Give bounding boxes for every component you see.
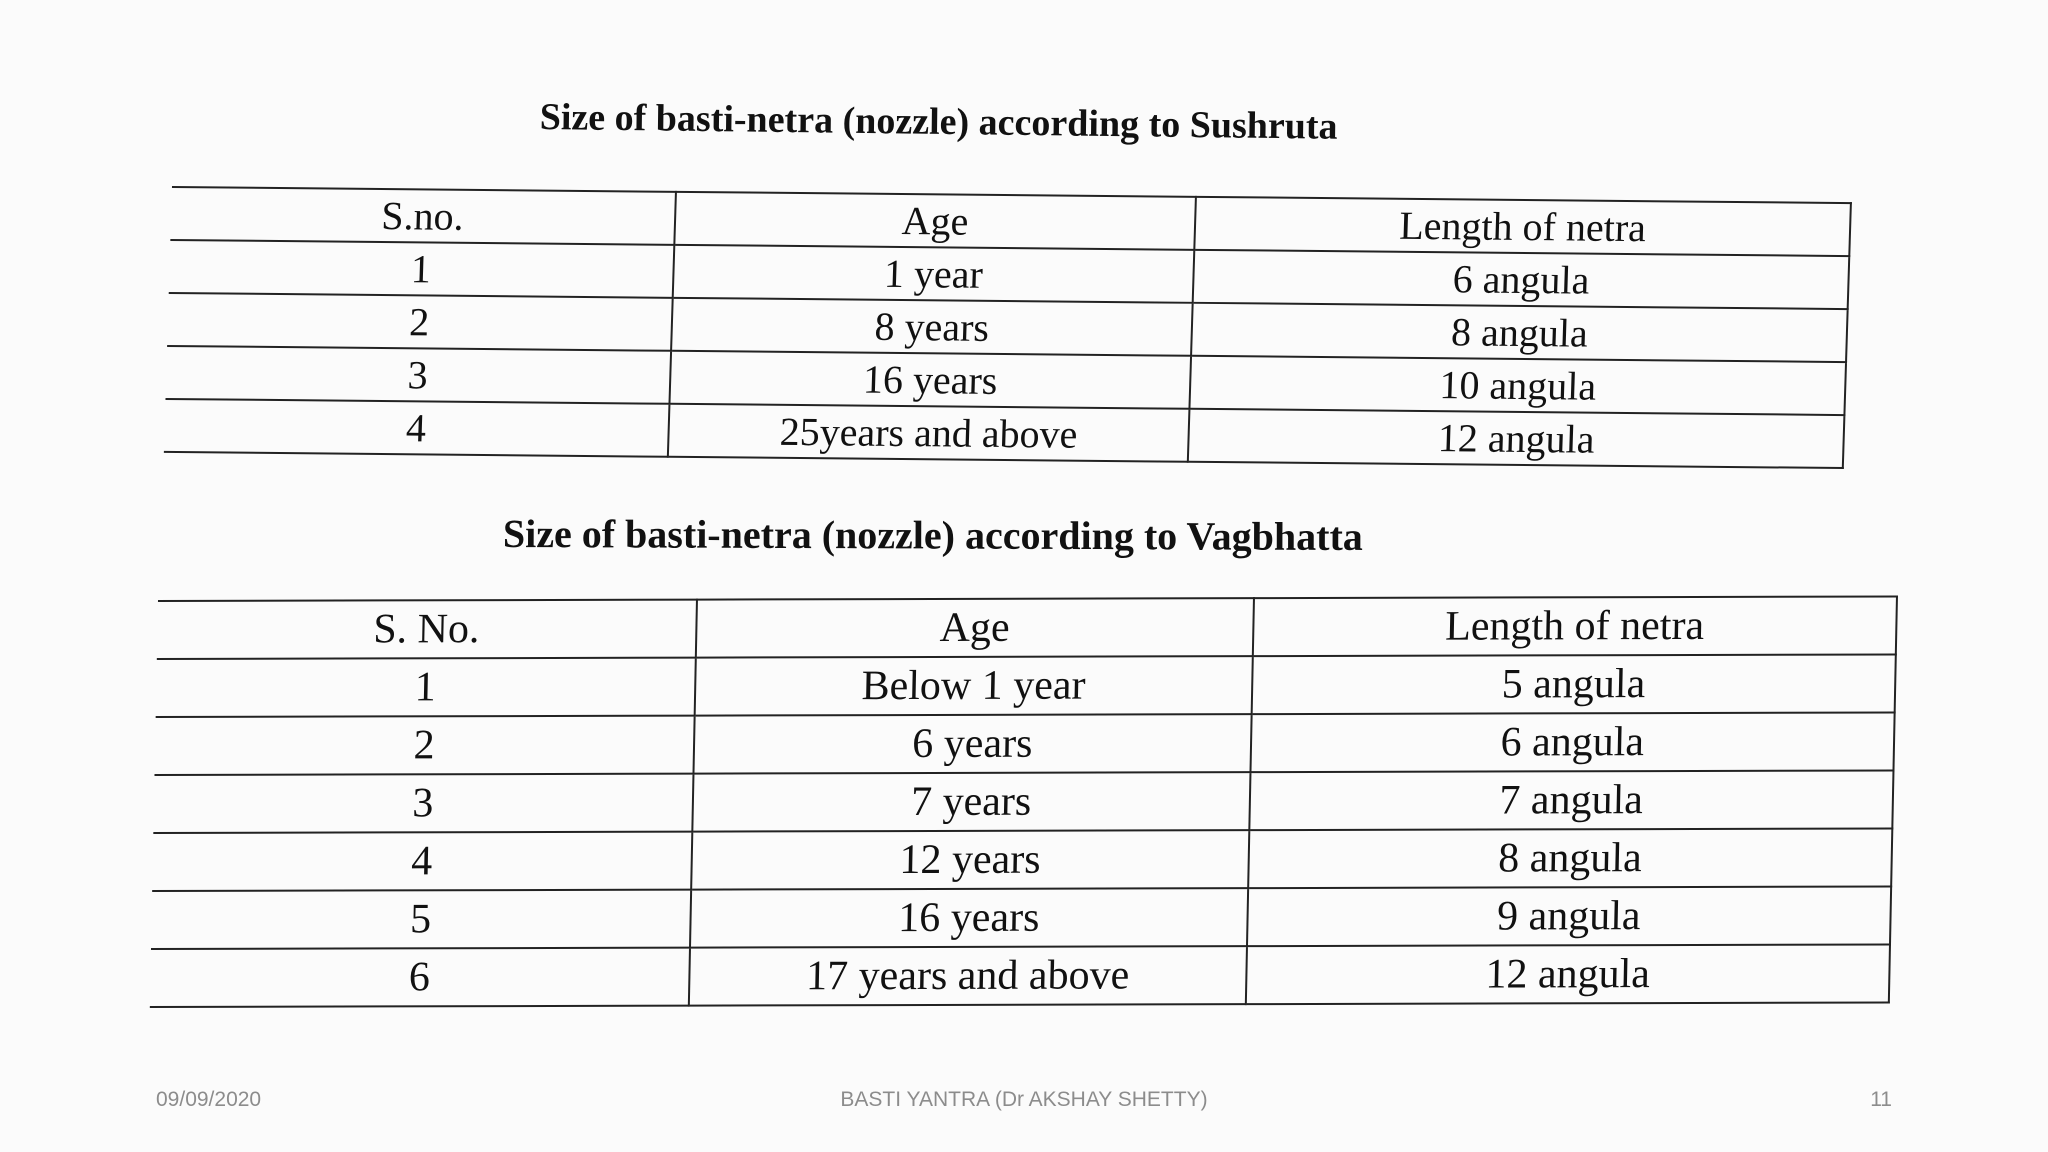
- cell-length: 12 angula: [1245, 944, 1890, 1004]
- cell-length: 9 angula: [1247, 886, 1892, 946]
- cell-sno: 2: [154, 716, 694, 775]
- cell-sno: 3: [165, 346, 670, 404]
- column-header-length: Length of netra: [1252, 596, 1897, 656]
- cell-age: 16 years: [690, 888, 1248, 947]
- table-row: [152, 828, 1892, 891]
- cell-length: 10 angula: [1190, 356, 1846, 415]
- cell-sno: 2: [167, 293, 672, 351]
- table-row: [154, 712, 1894, 775]
- table-sushruta: [164, 186, 1852, 469]
- cell-length: 6 angula: [1193, 250, 1849, 309]
- column-header-age: Age: [674, 192, 1196, 250]
- column-header-sno: S.no.: [170, 187, 675, 245]
- table-vagbhatta: [150, 595, 1898, 1008]
- cell-sno: 5: [151, 890, 691, 949]
- footer-date: 09/09/2020: [156, 1088, 262, 1111]
- cell-length: 6 angula: [1250, 712, 1895, 772]
- cell-age: 25years and above: [668, 404, 1190, 462]
- cell-sno: 4: [152, 832, 692, 891]
- cell-age: 17 years and above: [689, 946, 1247, 1005]
- table-header-row: [157, 596, 1897, 659]
- table-row: [156, 654, 1896, 717]
- cell-age: 8 years: [671, 298, 1193, 356]
- table-row: [153, 770, 1893, 833]
- column-header-age: Age: [696, 598, 1254, 657]
- cell-length: 8 angula: [1248, 828, 1893, 888]
- cell-length: 5 angula: [1251, 654, 1896, 714]
- cell-sno: 4: [164, 399, 669, 457]
- footer-title: BASTI YANTRA (Dr AKSHAY SHETTY): [840, 1088, 1208, 1111]
- cell-age: Below 1 year: [695, 656, 1253, 715]
- cell-sno: 6: [150, 948, 690, 1007]
- cell-age: 6 years: [694, 714, 1252, 773]
- cell-age: 7 years: [692, 772, 1250, 831]
- cell-length: 7 angula: [1249, 770, 1894, 830]
- table-row: [151, 886, 1891, 949]
- table-title-sushruta: Size of basti-netra (nozzle) according to Sushruta: [539, 95, 1338, 148]
- cell-length: 12 angula: [1188, 409, 1844, 468]
- column-header-sno: S. No.: [157, 600, 697, 659]
- column-header-length: Length of netra: [1194, 197, 1850, 256]
- cell-age: 12 years: [691, 830, 1249, 889]
- cell-length: 8 angula: [1191, 303, 1847, 362]
- table-row: [150, 944, 1890, 1007]
- cell-sno: 3: [153, 774, 693, 833]
- cell-sno: 1: [156, 658, 696, 717]
- cell-age: 16 years: [669, 351, 1191, 409]
- cell-age: 1 year: [672, 245, 1194, 303]
- cell-sno: 1: [169, 240, 674, 298]
- table-title-vagbhatta: Size of basti-netra (nozzle) according to Vagbhatta: [502, 511, 1363, 560]
- slide-number: 11: [1870, 1088, 1892, 1111]
